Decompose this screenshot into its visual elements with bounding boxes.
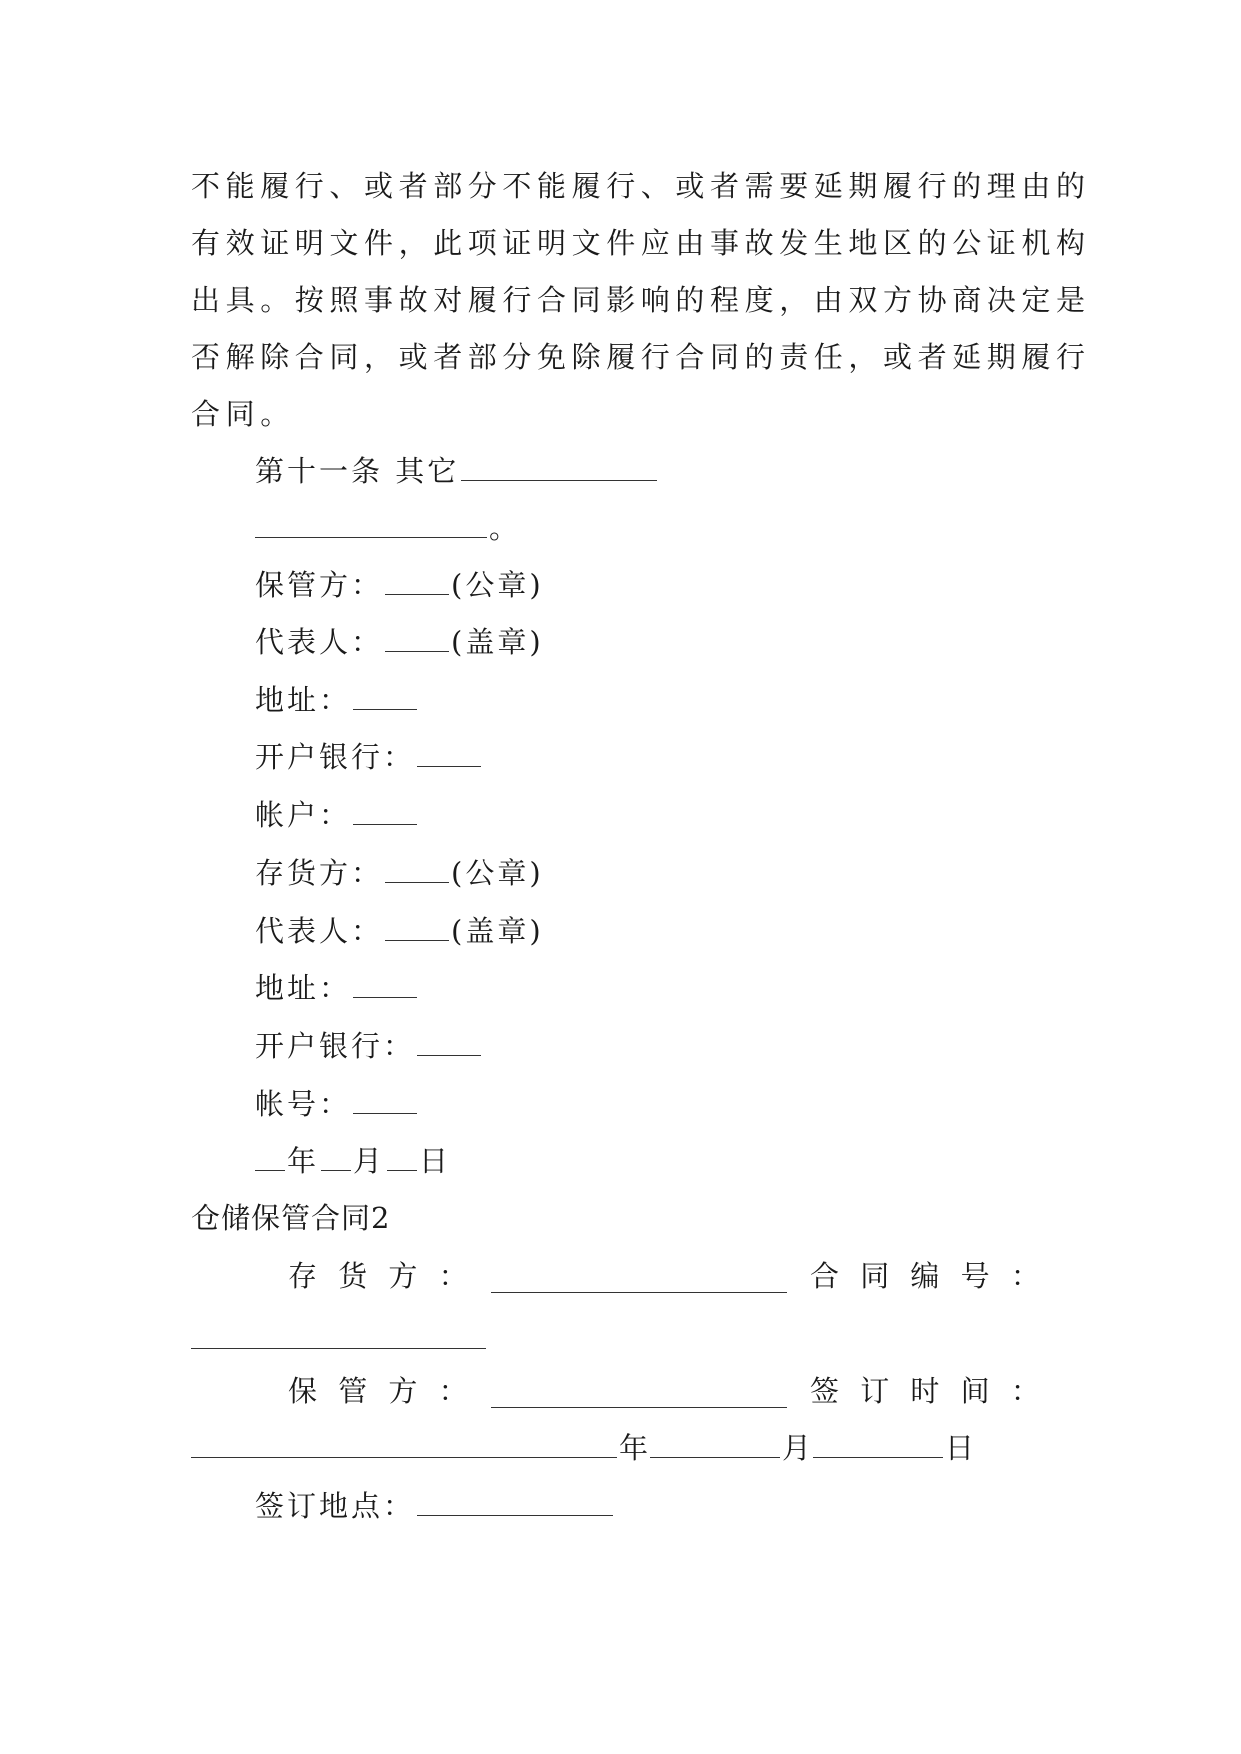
contract2-depositor-label: 存 货 方 ： — [288, 1259, 474, 1293]
custodian-account-label: 帐户： — [255, 798, 352, 832]
paragraph-line-5: 合同。 — [191, 397, 295, 431]
contract2-sign-day-blank[interactable] — [813, 1431, 943, 1458]
depositor-account-line — [255, 1084, 419, 1124]
contract2-sign-place-blank[interactable] — [417, 1489, 613, 1516]
contract2-sign-month-label: 月 — [782, 1431, 812, 1465]
depositor-address-label: 地址： — [255, 971, 352, 1005]
custodian-party-seal: (公章) — [451, 568, 544, 602]
date-month-blank[interactable] — [321, 1144, 351, 1171]
depositor-bank-line — [255, 1026, 483, 1066]
custodian-party-label: 保管方： — [255, 568, 384, 602]
custodian-rep-blank[interactable] — [385, 625, 449, 652]
custodian-bank-blank[interactable] — [417, 740, 481, 767]
contract2-sign-month-blank[interactable] — [650, 1431, 780, 1458]
contract2-sign-date-line — [191, 1428, 974, 1468]
date-day-blank[interactable] — [387, 1144, 417, 1171]
contract2-sign-year-label: 年 — [619, 1431, 649, 1465]
depositor-rep-line — [255, 911, 544, 951]
custodian-rep-label: 代表人： — [255, 625, 384, 659]
article-11-blank-1[interactable] — [461, 454, 657, 481]
date-year-blank[interactable] — [255, 1144, 285, 1171]
article-11-line — [255, 451, 659, 491]
date-year-label: 年 — [287, 1144, 320, 1178]
depositor-rep-seal: (盖章) — [451, 914, 544, 948]
article-11-blank-2[interactable] — [255, 511, 487, 538]
depositor-party-line — [255, 853, 544, 893]
paragraph-line-1: 不能履行、或者部分不能履行、或者需要延期履行的理由的 — [191, 169, 1091, 203]
depositor-rep-blank[interactable] — [385, 914, 449, 941]
contract2-contract-no-blank[interactable] — [191, 1322, 486, 1349]
depositor-address-blank[interactable] — [353, 971, 417, 998]
custodian-party-line — [255, 565, 544, 605]
depositor-party-seal: (公章) — [451, 856, 544, 890]
depositor-bank-label: 开户银行： — [255, 1029, 416, 1063]
date-line — [255, 1141, 451, 1181]
contract2-depositor-blank[interactable] — [491, 1266, 787, 1293]
article-11-label: 第十一条 其它 — [255, 454, 460, 488]
contract2-contract-no-label: 合 同 编 号 ： — [810, 1259, 1046, 1293]
depositor-rep-label: 代表人： — [255, 914, 384, 948]
date-month-label: 月 — [353, 1144, 386, 1178]
depositor-bank-blank[interactable] — [417, 1029, 481, 1056]
contract2-custodian-blank[interactable] — [491, 1381, 787, 1408]
contract2-sign-day-label: 日 — [945, 1431, 975, 1465]
depositor-account-label: 帐号： — [255, 1087, 352, 1121]
custodian-bank-line — [255, 737, 483, 777]
paragraph-line-4: 否解除合同，或者部分免除履行合同的责任，或者延期履行 — [191, 340, 1091, 374]
depositor-address-line — [255, 968, 419, 1008]
contract2-sign-time-label: 签 订 时 间 ： — [810, 1374, 1046, 1408]
custodian-rep-seal: (盖章) — [451, 625, 544, 659]
depositor-party-blank[interactable] — [385, 856, 449, 883]
depositor-account-blank[interactable] — [353, 1087, 417, 1114]
contract2-sign-place-line — [255, 1486, 615, 1526]
paragraph-line-3: 出具。按照事故对履行合同影响的程度，由双方协商决定是 — [191, 283, 1091, 317]
article-11-continuation — [255, 508, 521, 548]
custodian-account-line — [255, 795, 419, 835]
custodian-rep-line — [255, 622, 544, 662]
article-11-end-mark: 。 — [489, 511, 522, 545]
custodian-party-blank[interactable] — [385, 568, 449, 595]
custodian-address-line — [255, 680, 419, 720]
contract2-custodian-label: 保 管 方 ： — [288, 1374, 474, 1408]
custodian-address-label: 地址： — [255, 683, 352, 717]
contract2-title: 仓储保管合同2 — [191, 1201, 391, 1235]
date-day-label: 日 — [419, 1144, 452, 1178]
depositor-party-label: 存货方： — [255, 856, 384, 890]
custodian-bank-label: 开户银行： — [255, 740, 416, 774]
custodian-address-blank[interactable] — [353, 683, 417, 710]
paragraph-line-2: 有效证明文件，此项证明文件应由事故发生地区的公证机构 — [191, 226, 1091, 260]
contract2-sign-year-blank[interactable] — [191, 1431, 617, 1458]
custodian-account-blank[interactable] — [353, 798, 417, 825]
contract2-sign-place-label: 签订地点： — [255, 1489, 416, 1523]
